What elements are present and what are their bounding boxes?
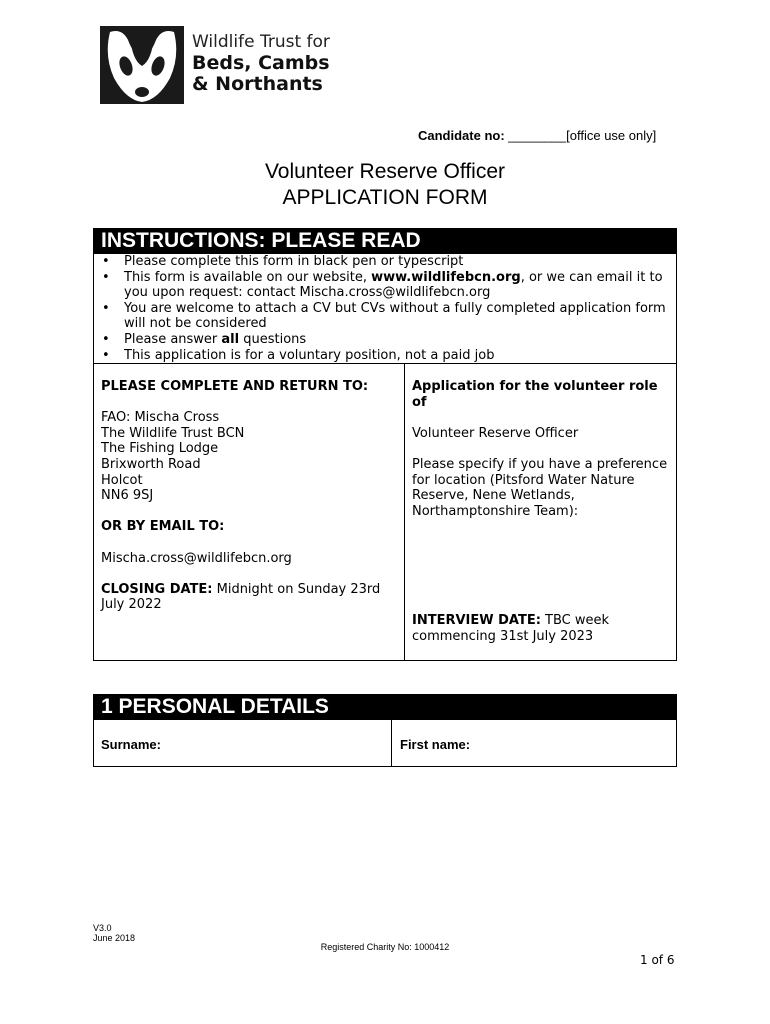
version-date: June 2018 — [93, 933, 136, 943]
charity-number: Registered Charity No: 1000412 — [320, 942, 450, 952]
return-email[interactable]: Mischa.cross@wildlifebcn.org — [101, 550, 292, 566]
closing-date: CLOSING DATE: Midnight on Sunday 23rd July 2022 — [101, 581, 381, 613]
return-address-column — [101, 379, 401, 613]
email-heading: OR BY EMAIL TO: — [101, 519, 225, 535]
surname-field[interactable]: Surname: — [101, 737, 161, 752]
address-line: FAO: Mischa Cross — [101, 410, 220, 426]
instructions-box — [93, 254, 677, 364]
version-info — [93, 923, 135, 943]
version-number: V3.0 — [93, 923, 112, 933]
candidate-note: [office use only] — [566, 128, 657, 143]
role-column — [412, 379, 672, 644]
page-number: 1 of 6 — [640, 953, 675, 967]
website-link[interactable]: www.wildlifebcn.org — [371, 269, 521, 285]
role-heading: Application for the volunteer role of — [412, 379, 658, 410]
location-prompt: Please specify if you have a preference for location (Pitsford Water Nature Reserve, Nene Wetlands, Northamptonshire Team): — [412, 456, 668, 519]
logo-line-1: Wildlife Trust for — [192, 32, 330, 52]
address-line: The Wildlife Trust BCN — [101, 425, 245, 441]
role-name: Volunteer Reserve Officer — [412, 425, 579, 441]
candidate-blank[interactable]: ________ — [508, 128, 567, 143]
column-divider — [404, 364, 405, 661]
instruction-item: • This form is available on our website, www.wildlifebcn.org, or we can email it to you upon request: contact Mischa.cross@wildlifebcn.org — [94, 270, 676, 301]
instruction-item: • This application is for a voluntary position, not a paid job — [94, 348, 676, 364]
instructions-header: INSTRUCTIONS: PLEASE READ — [93, 228, 677, 254]
form-subtitle: APPLICATION FORM — [282, 186, 488, 209]
address-line: Brixworth Road — [101, 456, 201, 472]
logo-line-3: & Northants — [192, 73, 323, 95]
logo-line-2: Beds, Cambs — [192, 52, 330, 74]
candidate-number — [418, 128, 656, 143]
address-line: Holcot — [101, 472, 143, 488]
candidate-label: Candidate no: — [418, 128, 505, 143]
instruction-item: • Please answer all questions — [94, 332, 676, 348]
first-name-field[interactable]: First name: — [400, 737, 471, 752]
address-line: NN6 9SJ — [101, 488, 154, 504]
instructions-list — [94, 254, 676, 363]
personal-details-header: 1 PERSONAL DETAILS — [93, 694, 677, 720]
form-title: Volunteer Reserve Officer — [264, 160, 506, 183]
badger-icon — [100, 26, 184, 104]
address-line: The Fishing Lodge — [101, 441, 219, 457]
personal-details-divider — [391, 720, 392, 767]
instruction-item: • You are welcome to attach a CV but CVs without a fully completed application form will not be considered — [94, 301, 676, 332]
interview-date: INTERVIEW DATE: TBC week commencing 31st July 2023 — [412, 612, 610, 644]
organisation-logo — [96, 22, 352, 108]
return-heading: PLEASE COMPLETE AND RETURN TO: — [101, 379, 369, 394]
instruction-item: • Please complete this form in black pen or typescript — [94, 254, 676, 270]
personal-details-box — [93, 720, 677, 767]
